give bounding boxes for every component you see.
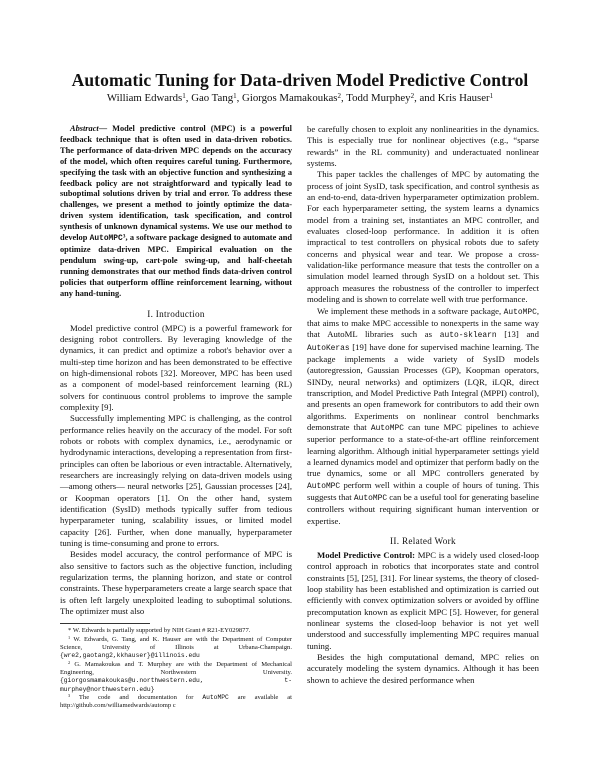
footnote-2-text: G. Mamakoukas and T. Murphey are with the Department of Mechanical Engineering, Northwestern University.	[60, 660, 292, 676]
right-column	[307, 124, 539, 686]
abstract-text-2: , a software package designed to automate and optimize data-driven MPC. Empirical evaluation on the pendulum swing-up, cart-pole swing-up, and half-cheetah running demonstrates that our method finds data-driven control policies that outperform offline reinforcement learning, without any hand-tuning.	[60, 233, 292, 298]
related-paragraph-2: Besides the high computational demand, MPC relies on accurately modeling the system dynamics. Although it has been shown to achieve the desired performance when	[307, 652, 539, 685]
author-name: Todd Murphey	[346, 92, 411, 104]
author-separator: ,	[341, 92, 347, 104]
package-name-auto-sklearn: auto-sklearn	[439, 331, 497, 341]
paper-title: Automatic Tuning for Data-driven Model Predictive Control	[71, 70, 529, 90]
footnote-1	[60, 636, 292, 661]
intro-paragraph-3-continued: be carefully chosen to exploit any nonlinearities in the dynamics. This is especially true for nonlinear objectives (e.g., “sparse rewards” in the RL community) and underactuated nonlinear systems.	[307, 124, 539, 169]
footnote-1-text: W. Edwards, G. Tang, and K. Hauser are with the Department of Computer Science, University of Illinois at Urbana-Champaign.	[60, 635, 292, 652]
related-paragraph-1-text: MPC is a widely used closed-loop control approach in robotics that incorporates state and control constraints [5], [25], [31]. For linear systems, the theory of closed-loop stability has been established and optimization is carried out efficiently with convex optimization solvers or avoided by offline precomputation known as explicit MPC [5]. However, for general nonlinear systems the closed-loop behavior is not yet well understood and successfully implementing MPC requires manual tuning.	[307, 550, 539, 651]
left-column	[60, 124, 292, 710]
footnote-3-package-name: AutoMPC	[202, 693, 229, 701]
intro-p5-text-7: can be a useful tool for generating baseline controllers without requiring significant human intervention or expertise.	[307, 492, 539, 526]
related-paragraph-1-lead: Model Predictive Control:	[317, 550, 416, 561]
intro-paragraph-3: Besides model accuracy, the control performance of MPC is also sensitive to factors such as the objective function, including regularization terms, the planning horizon, and state or control constraints. These hyperparameters create a large search space that is often left largely unexploited leading to suboptimal solutions. The optimizer must also	[60, 549, 292, 617]
intro-paragraph-2: Successfully implementing MPC is challenging, as the control performance relies heavily on the accuracy of the model. For soft robots or robots with complex dynamics, i.e., aerodynamic or hydrodynamic interactions, developing a representation from first-principles can often be laborious or even intractable. Alternatively, researchers are increasingly relying on data-driven models using—among others— neural networks [25], Gaussian processes [24], or Koopman operators [1]. On the other hand, system identification (SysID) methods typically suffer from tedious hyperparameter tuning, scalability issues, or limited model capacity [26]. Further, when done manually, hyperparameter tuning is time-consuming and prone to errors.	[60, 413, 292, 549]
author-affiliation-mark: 1	[182, 91, 186, 100]
footnote-3	[60, 694, 292, 711]
intro-p5-text-3: [13] and	[496, 329, 539, 340]
package-name-autokeras: AutoKeras	[307, 343, 350, 353]
author-name: Gao Tang	[191, 92, 234, 104]
author-affiliation-mark: 1	[489, 91, 494, 100]
footnote-3-link[interactable]: are available at http://github.com/williamedwards/automp c	[60, 693, 292, 710]
footnote-2-mark: 2	[68, 659, 71, 665]
footnote-divider	[60, 623, 150, 624]
abstract-text-1: Model predictive control (MPC) is a powerful feedback technique that is often used in data-driven robotics. The performance of data-driven MPC depends on the accuracy of the model, which often requires careful tuning. Furthermore, specifying the task with an objective function and synthesizing a feedback policy are not straightforward and typically lead to suboptimal solutions driven by trial and error. To address these challenges, we present a method to jointly optimize the data-driven system identification, task specification, and control synthesis of unknown dynamical systems. We use our method to develop	[60, 124, 292, 243]
intro-paragraph-4: This paper tackles the challenges of MPC by automating the process of joint SysID, task specification, and control synthesis as an end-to-end, data-driven hyperparameter optimization problem. For each hyperparameter setting, the system learns a dynamics model from a training set, instantiates an MPC controller, and evaluates closed-loop performance. In addition it is often impractical to test controllers on physical robots due to safety concerns and physical wear and tear. We propose a cross-validation-like performance measure that tests the controller on a simulation model learned through SysID on a holdout set. This approach measures the robustness of the controller to imperfect modeling and is shown to correlate well with true performance.	[307, 169, 539, 305]
author-name: Giorgos Mamakoukas	[242, 92, 338, 104]
author-list	[0, 92, 600, 104]
abstract-dash: —	[98, 124, 113, 133]
author-name: Kris Hauser	[437, 92, 490, 104]
package-name-automatic-mpc: AutoMPC	[307, 481, 341, 491]
author-affiliation-mark: 2	[410, 91, 415, 100]
footnote-3-text-1: The code and documentation for	[70, 693, 203, 701]
author-name: William Edwards	[106, 92, 183, 104]
intro-paragraph-1: Model predictive control (MPC) is a powerful framework for designing robot controllers. By leveraging knowledge of the dynamics, it can predict and optimize a robot's behavior over a multi-step time horizon and has been demonstrated to be effective on high-dimensional robots [32]. Moreover, MPC has been used as a component of model-based reinforcement learning (RL) solvers for continuous control problems to improve the sample complexity [9].	[60, 322, 292, 412]
intro-p5-text-5: can tune MPC pipelines to achieve superior performance to a state-of-the-art offline reinforcement learning algorithm. Although initial hyperparameter settings yield a learned dynamics model and optimizer that perform badly on the true dynamics, some or all MPC controllers generated by	[307, 421, 539, 479]
abstract-label: Abstract	[70, 124, 99, 133]
footnote-2-email: {giorgosmamakoukas@u.northwestern.edu, t-murphey@northwestern.edu}	[60, 677, 292, 693]
author-affiliation-mark: 2	[337, 91, 342, 100]
author-separator: , and	[414, 92, 438, 104]
footnote-3-mark: 3	[68, 692, 71, 698]
footnote-1-email: {wre2,gaotang2,kkhauser}@illinois.edu	[60, 652, 200, 660]
related-paragraph-1	[307, 550, 539, 652]
abstract	[60, 124, 292, 300]
footnote-1-mark: 1	[68, 634, 71, 640]
author-separator: ,	[236, 92, 243, 104]
section-heading-related-work: II. Related Work	[390, 536, 456, 547]
abstract-footnote-mark: 3	[122, 233, 126, 240]
footnote-2	[60, 661, 292, 694]
intro-paragraph-5	[307, 306, 539, 528]
section-heading-introduction: I. Introduction	[147, 308, 205, 319]
package-name-automatic-mpc: AutoMPC	[503, 307, 537, 317]
package-name-automatic-mpc: AutoMPC	[353, 494, 388, 503]
intro-p5-text-2: , that aims to make MPC accessible to nonexperts in the same way that AutoML libraries such as	[307, 305, 539, 340]
abstract-package-name: AutoMPC	[89, 234, 123, 244]
intro-p5-text-1: We implement these methods in a software package,	[317, 305, 504, 316]
intro-p5-text-4: [19] have done for supervised machine learning. The package implements a wide variety of SysID models (autoregression, Gaussian Processes (GP), Koopman operators, SINDy, neural networks) and optimizers (LQR, iLQR, direct transcription, and Model Predictive Path Integral (MPPI) control), and presents an open framework for contributors to add their own algorithms. Experiments on nonlinear control benchmarks demonstrate that	[307, 341, 539, 432]
author-affiliation-mark: 1	[233, 91, 237, 100]
footnote-funding: * W. Edwards is partially supported by NIH Grant # R21-EY029877.	[68, 627, 251, 635]
author-separator: ,	[185, 92, 192, 104]
package-name-automatic-mpc: AutoMPC	[370, 423, 404, 433]
intro-p5-text-6: perform well within a couple of hours of tuning. This suggests that	[307, 479, 539, 502]
